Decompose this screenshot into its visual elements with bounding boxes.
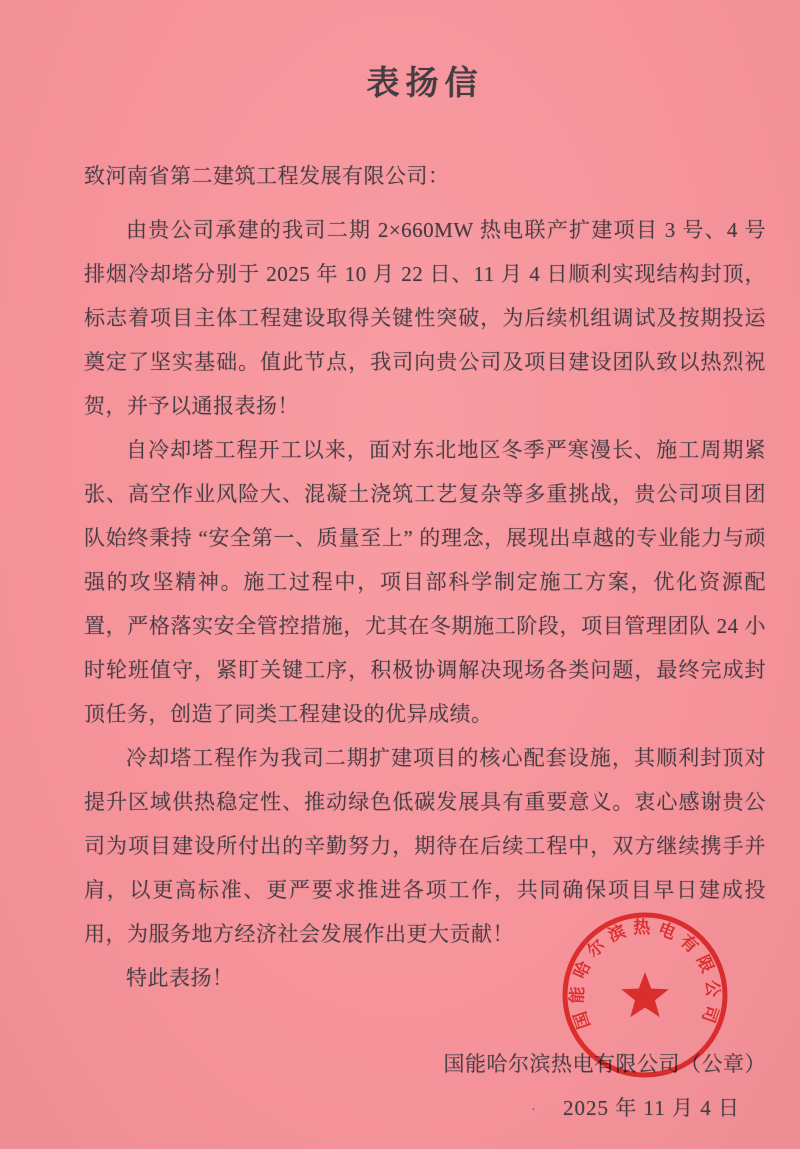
date-text: 2025 年 11 月 4 日: [563, 1096, 740, 1120]
seal-company-name: 国能哈尔滨热电有限公司: [567, 918, 723, 1032]
company-seal: [555, 905, 735, 1085]
scan-dot-artifact: ·: [531, 1102, 538, 1119]
closing-line: 特此表扬！: [126, 966, 234, 990]
letter-title: 表扬信: [366, 66, 484, 102]
signature-company: 国能哈尔滨热电有限公司（公章）: [443, 1052, 766, 1076]
seal-icon: [555, 905, 735, 1085]
salutation: 致河南省第二建筑工程发展有限公司：: [84, 164, 450, 188]
body-paragraph-2: 自冷却塔工程开工以来，面对东北地区冬季严寒漫长、施工周期紧张、高空作业风险大、混凝土浇筑工艺复杂等多重挑战，贵公司项目团队始终秉持 “安全第一、质量至上” 的理念，展现出卓越的专业能力与顽强的攻坚精神。施工过程中，项目部科学制定施工方案，优化资源配置，严格落实安全管控措施，尤其在冬期施工阶段，项目管理团队 24 小时轮班值守，紧盯关键工序，积极协调解决现场各类问题，最终完成封顶任务，创造了同类工程建设的优异成绩。: [84, 438, 766, 726]
signature-date: [84, 1086, 766, 1132]
body-paragraph-1: 由贵公司承建的我司二期 2×660MW 热电联产扩建项目 3 号、4 号排烟冷却塔分别于 2025 年 10 月 22 日、11 月 4 日顺利实现结构封顶，标志着项目主体工程建设取得关键性突破，为后续机组调试及按期投运奠定了坚实基础。值此节点，我司向贵公司及项目建设团队致以热烈祝贺，并予以通报表扬！: [84, 218, 766, 418]
body-paragraph-3: 冷却塔工程作为我司二期扩建项目的核心配套设施，其顺利封顶对提升区域供热稳定性、推动绿色低碳发展具有重要意义。衷心感谢贵公司为项目建设所付出的辛勤努力，期待在后续工程中，双方继续携手并肩，以更高标准、更严要求推进各项工作，共同确保项目早日建成投用，为服务地方经济社会发展作出更大贡献！: [84, 746, 766, 946]
seal-star-icon: [621, 972, 669, 1017]
